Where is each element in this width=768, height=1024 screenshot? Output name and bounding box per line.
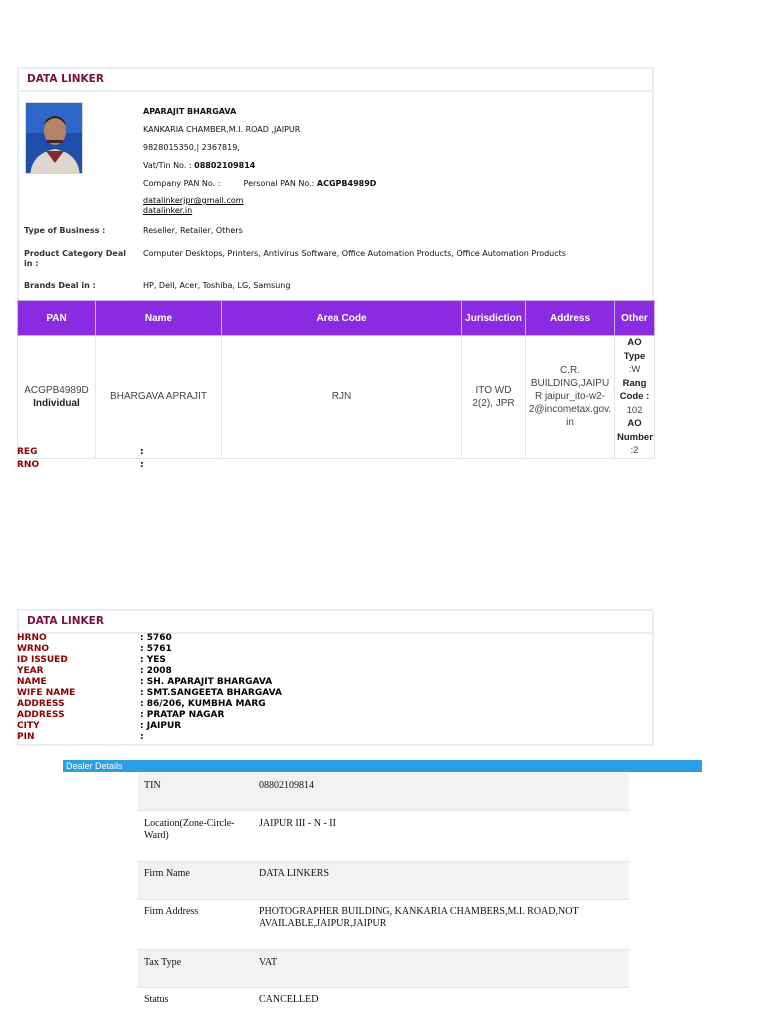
rno-label: RNO (17, 460, 40, 470)
dealer-key: Location(Zone-Circle-Ward) (144, 818, 235, 841)
card2-title: DATA LINKER (27, 615, 104, 627)
cell-jurisdiction: ITO WD 2(2), JPR (462, 336, 526, 459)
website-line (143, 206, 192, 216)
header-pan: PAN (18, 301, 96, 336)
dealer-row-tax-type (138, 950, 629, 988)
brands-label: Brands Deal in : (24, 281, 96, 290)
dealer-value: VAT (259, 957, 278, 968)
type-of-business-label: Type of Business : (24, 226, 106, 235)
product-category-value: Computer Desktops, Printers, Antivirus Software, Office Automation Products, Office Automation Products (143, 249, 566, 258)
dealer-value: JAIPUR III - N - II (259, 818, 336, 829)
owner-phone: 9828015350,| 2367819, (143, 143, 240, 152)
dealer-row-firm-address (138, 900, 629, 950)
profile-photo (25, 102, 83, 174)
vat-value: 08802109814 (194, 161, 256, 170)
ao-type-label: AO Type (623, 337, 646, 362)
dealer-row-tin (138, 773, 629, 811)
cell-address: C.R. BUILDING,JAIPUR jaipur_ito-w2-2@incometax.gov.in (526, 336, 615, 459)
field-value-hrno: : 5760 (140, 633, 172, 643)
cell-pan (18, 336, 96, 459)
cell-other (615, 336, 655, 459)
pan-type: Individual (33, 397, 80, 409)
dealer-key: Firm Name (144, 868, 190, 879)
reg-value: : (140, 447, 144, 457)
pan-table-header (18, 301, 655, 336)
field-value-city: : JAIPUR (140, 721, 182, 731)
dealer-value: PHOTOGRAPHER BUILDING, KANKARIA CHAMBERS,M.I. ROAD,NOT AVAILABLE,JAIPUR,JAIPUR (259, 906, 579, 929)
email-line (143, 196, 244, 206)
table-row (18, 336, 655, 459)
field-label-hrno: HRNO (17, 633, 47, 643)
dealer-row-firm-name (138, 862, 629, 900)
card2-body (17, 634, 654, 746)
dealer-value: 08802109814 (259, 780, 314, 791)
field-label-year: YEAR (17, 666, 44, 676)
personal-pan-label: Personal PAN No.: (243, 179, 315, 188)
dealer-key: Tax Type (144, 957, 182, 968)
field-label-name: NAME (17, 677, 47, 687)
cell-area-code: RJN (222, 336, 462, 459)
field-label-city: CITY (17, 721, 40, 731)
dealer-key: TIN (144, 780, 161, 791)
field-value-year: : 2008 (140, 666, 172, 676)
dealer-row-status (138, 988, 629, 1018)
field-value-wrno: : 5761 (140, 644, 172, 654)
owner-name: APARAJIT BHARGAVA (143, 107, 237, 116)
product-category-label: Product Category Deal in : (24, 249, 126, 268)
dealer-details-bar: Dealer Details (63, 760, 702, 772)
cell-name: BHARGAVA APRAJIT (96, 336, 222, 459)
email-link[interactable]: datalinkerjpr@gmail.com (143, 196, 244, 205)
brands-value: HP, Dell, Acer, Toshiba, LG, Samsung (143, 281, 291, 290)
dealer-value: CANCELLED (259, 994, 319, 1005)
owner-address: KANKARIA CHAMBER,M.I. ROAD ,JAIPUR (143, 125, 301, 134)
field-value-address-1: : 86/206, KUMBHA MARG (140, 699, 266, 709)
dealer-key: Status (144, 994, 169, 1005)
ao-number-value: :2 (630, 445, 639, 456)
ao-type-value: :W (628, 364, 641, 375)
pan-table (17, 300, 655, 459)
card1-header (17, 67, 654, 92)
rang-code-label: Rang Code : (619, 377, 650, 402)
type-of-business-value: Reseller, Retailer, Others (143, 226, 243, 235)
card1-title: DATA LINKER (27, 73, 104, 85)
header-other: Other (615, 301, 655, 336)
header-name: Name (96, 301, 222, 336)
personal-pan-value: ACGPB4989D (316, 179, 377, 188)
dealer-value: DATA LINKERS (259, 868, 330, 879)
dealer-key: Firm Address (144, 906, 199, 917)
field-label-wife-name: WIFE NAME (17, 688, 76, 698)
field-value-address-2: : PRATAP NAGAR (140, 710, 225, 720)
field-value-id-issued: : YES (140, 655, 166, 665)
company-pan-label: Company PAN No. : (143, 179, 221, 188)
rno-value: : (140, 460, 144, 470)
field-label-address-1: ADDRESS (17, 699, 65, 709)
field-label-wrno: WRNO (17, 644, 50, 654)
field-value-name: : SH. APARAJIT BHARGAVA (140, 677, 273, 687)
dealer-row-location (138, 811, 629, 862)
card2-header (17, 609, 654, 634)
field-value-pin: : (140, 732, 144, 742)
header-jurisdiction: Jurisdiction (462, 301, 526, 336)
reg-label: REG (17, 447, 38, 457)
vat-label: Vat/Tin No. : (143, 161, 192, 170)
rang-code-value: 102 (626, 404, 643, 416)
vat-tin (143, 161, 255, 171)
header-address: Address (526, 301, 615, 336)
ao-number-label: AO Number (617, 418, 653, 443)
header-area-code: Area Code (222, 301, 462, 336)
pan-number: ACGPB4989D (24, 384, 89, 396)
field-value-wife-name: : SMT.SANGEETA BHARGAVA (140, 688, 282, 698)
website-link[interactable]: datalinker.in (143, 206, 193, 215)
field-label-pin: PIN (17, 732, 35, 742)
field-label-address-2: ADDRESS (17, 710, 65, 720)
pan-line (143, 179, 376, 189)
field-label-id-issued: ID ISSUED (17, 655, 68, 665)
